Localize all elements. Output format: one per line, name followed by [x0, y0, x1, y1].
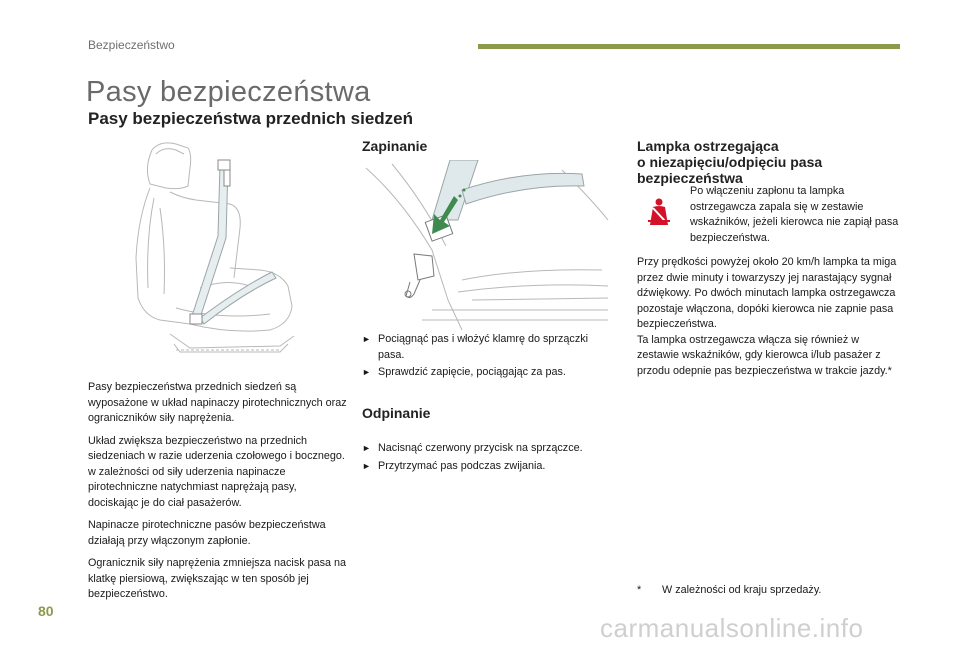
- arrow-bullet-icon: ►: [362, 334, 371, 344]
- list-item: ► Przytrzymać pas podczas zwijania.: [362, 459, 622, 475]
- left-column-text: [88, 380, 350, 610]
- safety-paragraph: Układ zwiększa bezpieczeństwo na przednich siedzeniach w razie uderzenia czołowego i bocznego. w zależności od siły uderzenia napinacze pirotechniczne natychmiast naprężają pasy, dociskając je do ciał pasażerów.: [88, 434, 345, 509]
- watermark: carmanualsonline.info: [600, 613, 864, 643]
- list-item: ► Pociągnąć pas i włożyć klamrę do sprzączki pasa.: [362, 333, 589, 361]
- arrow-bullet-icon: ►: [362, 460, 371, 471]
- fasten-heading: Zapinanie: [362, 138, 428, 154]
- page-title: Pasy bezpieczeństwa: [86, 76, 371, 108]
- footnote-text: W zależności od kraju sprzedaży.: [662, 584, 822, 596]
- page-subtitle: Pasy bezpieczeństwa przednich siedzeń: [88, 109, 414, 128]
- unfasten-heading: Odpinanie: [362, 405, 431, 421]
- buckle-illustration: [362, 160, 612, 332]
- page-number: 80: [38, 603, 54, 619]
- list-item: ► Nacisnąć czerwony przycisk na sprzączce.: [362, 441, 622, 457]
- warning-lamp-heading: Lampka ostrzegająca o niezapięciu/odpięciu pasa bezpieczeństwa: [637, 138, 823, 186]
- arrow-bullet-icon: ►: [362, 367, 371, 377]
- seatbelt-warning-icon: [644, 197, 674, 227]
- warning-lamp-description: Przy prędkości powyżej około 20 km/h lampka ta miga przez dwie minuty i towarzyszy jej narastający sygnał dźwiękowy. Po dwóch minutach lampka ostrzegawcza pozostaje włączona, dopóki kierowca nie zapnie pasa bezpieczeństwa. Ta lampka ostrzegawcza włącza się również w zestawie wskaźników, gdy kierowca i/lub pasażer z przodu odepnie pas bezpieczeństwa w trakcie jazdy.*: [637, 256, 897, 377]
- fasten-steps: [362, 332, 612, 383]
- intro-paragraph: Pasy bezpieczeństwa przednich siedzeń są wyposażone w układ napinaczy pirotechnicznych oraz ograniczników siły naprężenia.: [88, 381, 347, 424]
- warning-lamp-intro: Po włączeniu zapłonu ta lampka ostrzegawcza zapala się w zestawie wskaźników, jeżeli kierowca nie zapiął pasa bezpieczeństwa.: [690, 185, 899, 244]
- section-label: Bezpieczeństwo: [88, 38, 175, 52]
- list-item: ► Sprawdzić zapięcie, pociągając za pas.: [362, 365, 612, 381]
- ignition-paragraph: Napinacze pirotechniczne pasów bezpieczeństwa działają przy włączonym zapłonie.: [88, 519, 326, 547]
- unfasten-steps: [362, 441, 622, 476]
- force-limiter-paragraph: Ogranicznik siły naprężenia zmniejsza nacisk pasa na klatkę piersiową, zwiększając w ten sposób jej bezpieczeństwo.: [88, 557, 347, 600]
- arrow-bullet-icon: ►: [362, 443, 371, 453]
- footnote-mark: *: [637, 584, 642, 596]
- section-accent-bar: [478, 44, 900, 49]
- seat-illustration: [130, 138, 310, 360]
